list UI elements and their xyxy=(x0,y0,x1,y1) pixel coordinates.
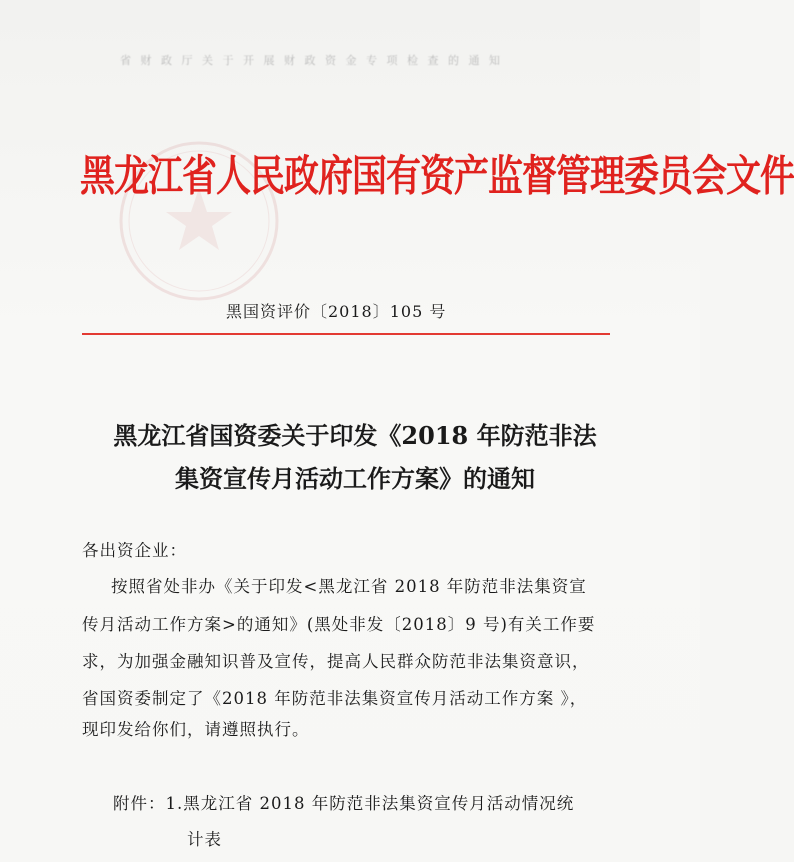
attachment-line-1: 附件：1.黑龙江省 2018 年防范非法集资宣传月活动情况统 xyxy=(113,794,575,813)
document-number: 黑国资评价〔2018〕105 号 xyxy=(226,302,447,321)
body-line-1: 按照省处非办《关于印发<黑龙江省 2018 年防范非法集资宣 xyxy=(111,577,587,596)
body-line-3: 求，为加强金融知识普及宣传，提高人民群众防范非法集资意识， xyxy=(82,652,590,671)
red-divider-line xyxy=(82,333,610,335)
issuer-header-title: 黑龙江省人民政府国有资产监督管理委员会文件 xyxy=(80,151,794,202)
salutation: 各出资企业： xyxy=(82,541,187,560)
bleed-through-text: 省 财 政 厅 关 于 开 展 财 政 资 金 专 项 检 查 的 通 知 xyxy=(120,54,503,67)
attachment-line-2: 计表 xyxy=(187,830,222,849)
notice-title-line-2: 集资宣传月活动工作方案》的通知 xyxy=(175,464,535,493)
body-line-4: 省国资委制定了《2018 年防范非法集资宣传月活动工作方案 》， xyxy=(82,689,588,708)
notice-title-line-1: 黑龙江省国资委关于印发《2018 年防范非法 xyxy=(113,421,597,450)
body-line-2: 传月活动工作方案>的通知》(黑处非发〔2018〕9 号)有关工作要 xyxy=(82,615,596,634)
body-line-5: 现印发给你们，请遵照执行。 xyxy=(82,720,310,739)
